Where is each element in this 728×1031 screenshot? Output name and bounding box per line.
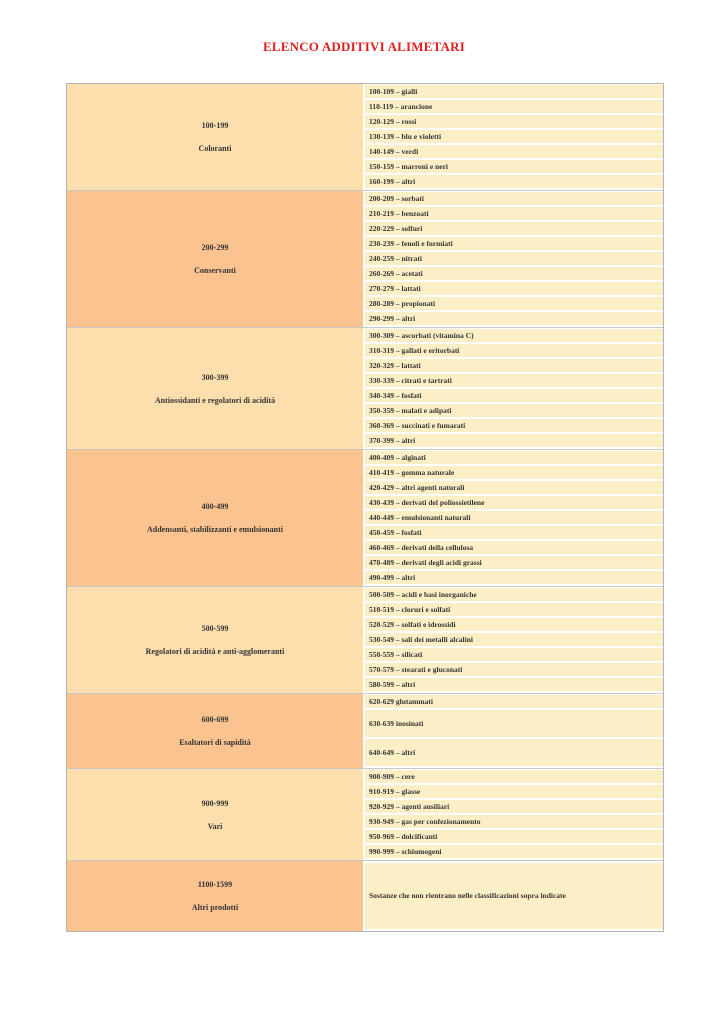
subcategory-item: 120-129 – rossi bbox=[365, 115, 663, 128]
subcategory-item: 320-329 – lattati bbox=[365, 359, 663, 372]
subcategory-item: 950-969 – dolcificanti bbox=[365, 830, 663, 843]
subcategory-list bbox=[365, 328, 663, 449]
category-cell bbox=[67, 861, 365, 931]
category-code: 200-299 bbox=[201, 243, 229, 252]
category-cell bbox=[67, 191, 365, 327]
subcategory-item: 550-559 – silicati bbox=[365, 648, 663, 661]
subcategory-item: 420-429 – altri agenti naturali bbox=[365, 481, 663, 494]
additives-table bbox=[66, 83, 664, 932]
table-row bbox=[67, 769, 663, 861]
subcategory-item: 130-139 – blu e violetti bbox=[365, 130, 663, 143]
page-title: ELENCO ADDITIVI ALIMETARI bbox=[263, 39, 465, 54]
category-name: Coloranti bbox=[198, 144, 232, 153]
category-code: 400-499 bbox=[201, 502, 229, 511]
subcategory-item: 470-489 – derivati degli acidi grassi bbox=[365, 556, 663, 569]
subcategory-item: 450-459 – fosfati bbox=[365, 526, 663, 539]
subcategory-list bbox=[365, 84, 663, 190]
subcategory-item: 440-449 – emulsionanti naturali bbox=[365, 511, 663, 524]
table-row bbox=[67, 84, 663, 191]
subcategory-item: 210-219 – benzoati bbox=[365, 207, 663, 220]
category-name: Regolatori di acidità e anti-agglomeranti bbox=[145, 647, 285, 656]
subcategory-item: 570-579 – stearati e gluconati bbox=[365, 663, 663, 676]
subcategory-item: 460-469 – derivati della cellulosa bbox=[365, 541, 663, 554]
subcategory-item: 260-269 – acetati bbox=[365, 267, 663, 280]
table-row bbox=[67, 694, 663, 769]
category-code: 600-699 bbox=[201, 715, 229, 724]
subcategory-item: 920-929 – agenti ausiliari bbox=[365, 800, 663, 813]
subcategory-list bbox=[365, 694, 663, 768]
subcategory-item: 290-299 – altri bbox=[365, 312, 663, 325]
subcategory-item: 340-349 – fosfati bbox=[365, 389, 663, 402]
subcategory-item: 500-509 – acidi e basi inorganiche bbox=[365, 588, 663, 601]
category-code: 1100-1599 bbox=[197, 880, 233, 889]
category-code: 100-199 bbox=[201, 121, 229, 130]
subcategory-item: 310-319 – gallati e eritorbati bbox=[365, 344, 663, 357]
subcategory-list bbox=[365, 450, 663, 586]
table-row bbox=[67, 191, 663, 328]
category-code: 900-999 bbox=[201, 798, 229, 808]
subcategory-item: 400-409 – alginati bbox=[365, 451, 663, 464]
subcategory-item: 370-399 – altri bbox=[365, 434, 663, 447]
table-row bbox=[67, 587, 663, 694]
subcategory-list bbox=[365, 587, 663, 693]
subcategory-item: 110-119 – arancione bbox=[365, 100, 663, 113]
subcategory-list bbox=[365, 861, 663, 931]
category-cell bbox=[67, 328, 365, 449]
subcategory-item: 270-279 – lattati bbox=[365, 282, 663, 295]
subcategory-item: 330-339 – citrati e tartrati bbox=[365, 374, 663, 387]
subcategory-item: 280-289 – propionati bbox=[365, 297, 663, 310]
subcategory-item: 220-229 – solfuri bbox=[365, 222, 663, 235]
subcategory-item: 360-369 – succinati e fumarati bbox=[365, 419, 663, 432]
subcategory-item: 300-309 – ascorbati (vitamina C) bbox=[365, 329, 663, 342]
category-name: Esaltatori di sapidità bbox=[179, 738, 251, 747]
subcategory-item: 430-439 – derivati del poliossietilene bbox=[365, 496, 663, 509]
category-cell bbox=[67, 84, 365, 190]
category-code: 500-599 bbox=[201, 624, 229, 633]
subcategory-item: 910-919 – glasse bbox=[365, 785, 663, 798]
subcategory-item: 100-109 – gialli bbox=[365, 85, 663, 98]
subcategory-item: 580-599 – altri bbox=[365, 678, 663, 691]
category-cell bbox=[67, 694, 365, 768]
subcategory-item: 240-259 – nitrati bbox=[365, 252, 663, 265]
subcategory-item: 350-359 – malati e adipati bbox=[365, 404, 663, 417]
subcategory-item: 150-159 – marroni e neri bbox=[365, 160, 663, 173]
subcategory-item: 520-529 – solfati e idrossidi bbox=[365, 618, 663, 631]
category-cell bbox=[67, 450, 365, 586]
subcategory-item: 990-999 – schiumogeni bbox=[365, 845, 663, 858]
category-name: Addensanti, stabilizzanti e emulsionanti bbox=[146, 525, 283, 534]
subcategory-item: 160-199 – altri bbox=[365, 175, 663, 188]
subcategory-item: Sostanze che non rientrano nelle classificazioni sopra indicate bbox=[365, 863, 663, 929]
category-name: Conservanti bbox=[194, 266, 236, 275]
subcategory-item: 930-949 – gas per confezionamento bbox=[365, 815, 663, 828]
subcategory-item: 630-639 inosinati bbox=[365, 710, 663, 737]
subcategory-list bbox=[365, 191, 663, 327]
subcategory-item: 900-909 – cere bbox=[365, 770, 663, 783]
subcategory-item: 640-649 – altri bbox=[365, 739, 663, 766]
table-row bbox=[67, 328, 663, 450]
category-name: Altri prodotti bbox=[191, 903, 239, 912]
subcategory-item: 490-499 – altri bbox=[365, 571, 663, 584]
category-name: Vari bbox=[207, 821, 223, 831]
subcategory-item: 510-519 – cloruri e solfati bbox=[365, 603, 663, 616]
subcategory-item: 620-629 glutammati bbox=[365, 695, 663, 708]
subcategory-item: 230-239 – fenoli e formiati bbox=[365, 237, 663, 250]
category-cell bbox=[67, 587, 365, 693]
table-row bbox=[67, 450, 663, 587]
category-code: 300-399 bbox=[201, 372, 229, 382]
subcategory-list bbox=[365, 769, 663, 860]
table-row bbox=[67, 861, 663, 931]
category-cell bbox=[67, 769, 365, 860]
subcategory-item: 530-549 – sali dei metalli alcalini bbox=[365, 633, 663, 646]
subcategory-item: 410-419 – gomma naturale bbox=[365, 466, 663, 479]
subcategory-item: 140-149 – verdi bbox=[365, 145, 663, 158]
category-name: Antiossidanti e regolatori di acidità bbox=[154, 395, 276, 405]
subcategory-item: 200-209 – sorbati bbox=[365, 192, 663, 205]
